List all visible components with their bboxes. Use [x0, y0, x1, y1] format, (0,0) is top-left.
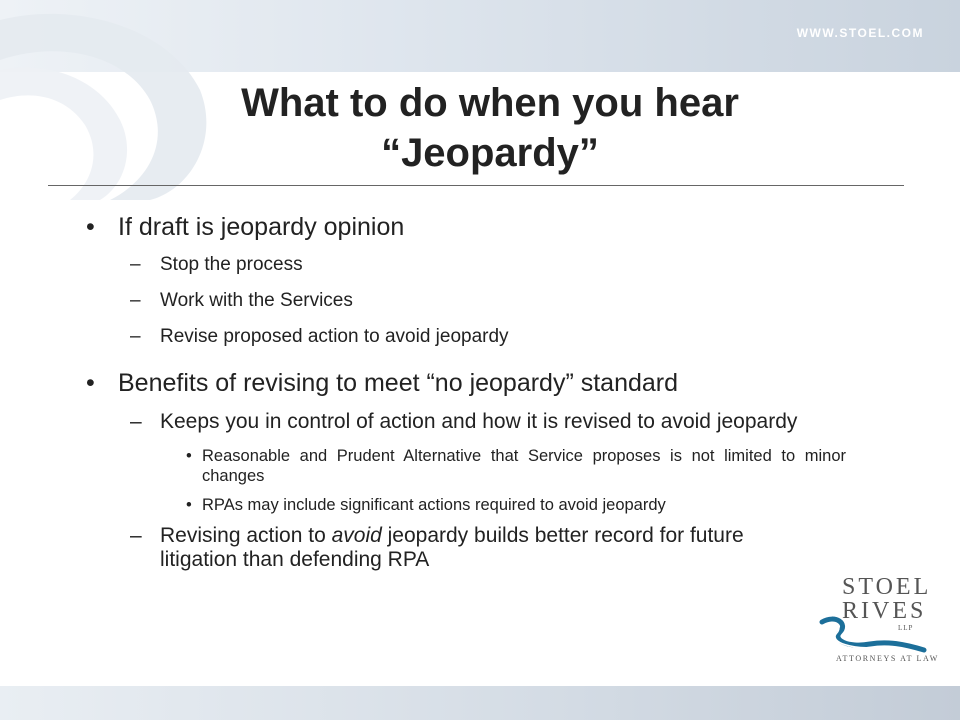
website-url: WWW.STOEL.COM	[796, 26, 924, 40]
sub-bullet-text-part2: jeopardy builds better record for future litigation than defending RPA	[160, 524, 744, 571]
sub-bullet-emphasis: avoid	[331, 524, 382, 547]
sub-bullet	[86, 326, 886, 348]
bullet-2-text: Benefits of revising to meet “no jeopardy” standard	[118, 369, 679, 397]
bullet-marker: •	[86, 369, 95, 397]
bullet-marker: •	[186, 496, 192, 514]
footer-band	[0, 686, 960, 720]
bullet-marker: •	[186, 447, 192, 465]
dash-marker: –	[130, 410, 142, 433]
sub-bullet-text: Revise proposed action to avoid jeopardy	[160, 326, 509, 347]
bullet-1-text: If draft is jeopardy opinion	[118, 213, 405, 241]
logo-text-stoel: STOEL	[842, 574, 932, 600]
sub-sub-bullet	[86, 495, 886, 515]
title-line-2: “Jeopardy”	[381, 131, 599, 175]
dash-marker: –	[130, 254, 141, 275]
slide-body	[86, 212, 886, 584]
logo-tagline: ATTORNEYS AT LAW	[836, 654, 939, 663]
title-line-1: What to do when you hear	[241, 81, 739, 125]
dash-marker: –	[130, 326, 141, 347]
sub-sub-bullet	[86, 446, 886, 486]
sub-bullet	[86, 254, 886, 276]
dash-marker: –	[130, 290, 141, 311]
sub-sub-bullet-text: RPAs may include significant actions required to avoid jeopardy	[202, 496, 666, 514]
sub-bullet-text: Work with the Services	[160, 290, 353, 311]
sub-sub-bullet-text: Reasonable and Prudent Alternative that Service proposes is not limited to minor changes	[202, 447, 846, 485]
bullet-1	[86, 212, 886, 242]
sub-bullet	[86, 410, 886, 434]
sub-bullet	[86, 524, 886, 572]
stoel-rives-logo	[812, 574, 939, 666]
logo-text-llp: LLP	[898, 624, 914, 632]
logo-text-rives: RIVES	[842, 598, 927, 624]
bullet-2	[86, 368, 886, 398]
sub-bullet-text: Stop the process	[160, 254, 303, 275]
sub-bullet	[86, 290, 886, 312]
sub-bullet-text-part1: Revising action to	[160, 524, 332, 547]
sub-bullet-text: Keeps you in control of action and how it is revised to avoid jeopardy	[160, 410, 798, 433]
title-divider	[48, 185, 904, 186]
dash-marker: –	[130, 524, 142, 547]
bullet-marker: •	[86, 213, 95, 241]
slide-title	[140, 78, 840, 178]
river-logo-icon	[818, 614, 928, 654]
